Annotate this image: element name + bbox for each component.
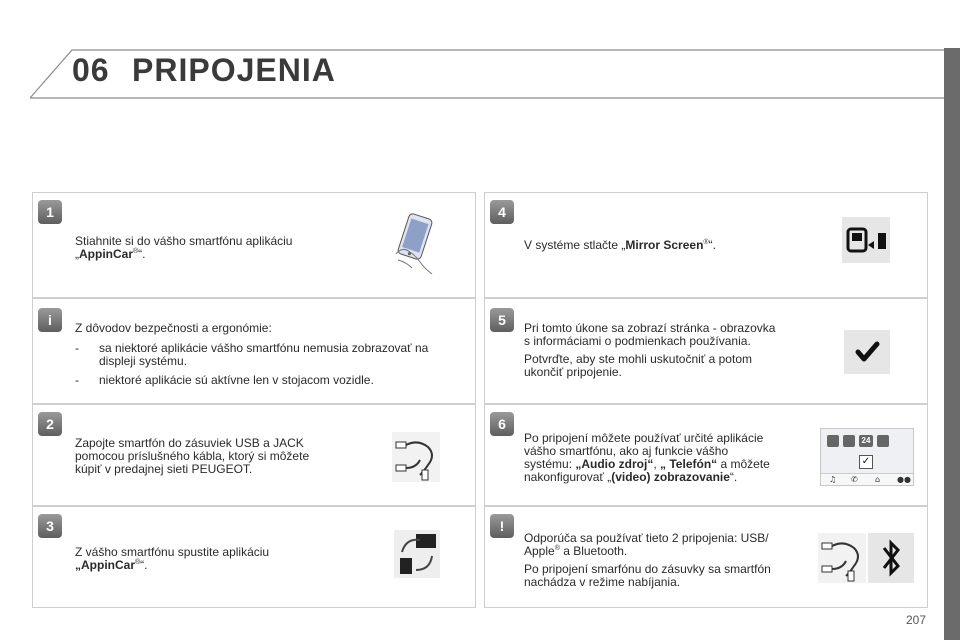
step-5-line1: Pri tomto úkone sa zobrazí stránka - obrazovka <box>524 321 776 335</box>
separator <box>33 404 475 405</box>
screen-check-icon: ✓ <box>859 455 873 469</box>
step-2-line1: Zapojte smartfón do zásuviek USB a JACK <box>75 436 304 450</box>
warning-line4: nachádza v režime nabíjania. <box>524 575 681 589</box>
step-4-badge: 4 <box>490 200 514 224</box>
step-6-line2: vášho smartfónu, ako aj funkcie vášho <box>524 444 729 458</box>
contact-icon <box>843 435 855 447</box>
mirror-screen-label: Mirror Screen <box>625 238 704 252</box>
chapter-title: PRIPOJENIA <box>132 52 336 88</box>
quote-close: “. <box>140 558 148 572</box>
step-6-text <box>524 432 824 484</box>
info-text <box>75 322 465 393</box>
step-6-line4 <box>524 471 824 484</box>
quote-close: “. <box>708 238 716 252</box>
separator <box>33 192 475 193</box>
step-5-line3: Potvrďte, aby ste mohli uskutočniť a potom <box>524 352 752 366</box>
separator <box>485 506 927 507</box>
registered-mark: ® <box>703 239 709 246</box>
usb-jack-cable-icon <box>392 432 440 482</box>
quote-close: “. <box>138 247 146 261</box>
step-3-text <box>75 546 375 572</box>
phone-label: „ Telefón“ <box>660 457 718 471</box>
step-5-line4: ukončiť pripojenie. <box>524 365 622 379</box>
step-2-text <box>75 437 375 476</box>
warning-line3: Po pripojení smarfónu do zásuvky sa smartfón <box>524 562 771 576</box>
registered-mark: ® <box>133 248 139 255</box>
step-5-line2: s informáciami o podmienkach používania. <box>524 334 751 348</box>
checkmark-confirm-icon <box>844 330 890 374</box>
info-bullet-2-line1: niektoré aplikácie sú aktívne len v stojacom vozidle. <box>99 373 374 387</box>
car-icon <box>877 435 889 447</box>
separator <box>485 192 927 193</box>
step-1-text <box>75 235 375 261</box>
music-icon: ♫ <box>829 475 837 484</box>
info-bullet-2 <box>75 374 465 387</box>
step-5-badge: 5 <box>490 308 514 332</box>
step-3-line1: Z vášho smartfónu spustite aplikáciu <box>75 545 270 559</box>
warning-badge: ! <box>490 514 514 538</box>
step-2-line2: pomocou príslušného kábla, ktorý si môžete <box>75 449 310 463</box>
page-number: 207 <box>906 613 927 627</box>
usb-cable-icon <box>818 533 866 583</box>
comma-separator: , <box>653 457 661 471</box>
mirror-screen-app-icon <box>394 530 440 578</box>
step-3-badge: 3 <box>38 514 62 538</box>
system-screen-thumbnail <box>820 428 914 486</box>
info-bullet-1-line1: sa niektoré aplikácie vášho smartfónu nemusia zobrazovať na <box>99 341 429 355</box>
step-4-text <box>524 239 824 252</box>
info-intro: Z dôvodov bezpečnosti a ergonómie: <box>75 321 272 335</box>
audio-source-label: „Audio zdroj“ <box>575 457 654 471</box>
bullet-dash: - <box>75 373 79 387</box>
screen-bottom-bar <box>821 473 913 485</box>
warning-line2 <box>524 545 814 558</box>
step-1-line1: Stiahnite si do vášho smartfónu aplikáciu <box>75 234 293 248</box>
apps-icon: ●● <box>897 475 911 484</box>
step-6-badge: 6 <box>490 412 514 436</box>
chapter-number: 06 <box>72 52 110 88</box>
separator <box>485 404 927 405</box>
clock-24-icon: 24 <box>859 435 873 447</box>
configure-suffix: “. <box>729 470 738 484</box>
app-name: „AppinCar <box>75 558 135 572</box>
app-name: AppinCar <box>79 247 133 261</box>
warning-text <box>524 532 814 589</box>
separator <box>33 298 475 299</box>
video-display-label: (video) zobrazovanie <box>611 470 730 484</box>
step-3-line2 <box>75 559 375 572</box>
configure-prefix: nakonfigurovať „ <box>524 470 612 484</box>
step-2-line3: kúpiť v predajnej sieti PEUGEOT. <box>75 462 253 476</box>
registered-mark: ® <box>554 545 560 552</box>
step-6-line1: Po pripojení môžete používať určité aplikácie <box>524 431 764 445</box>
apple-label: Apple <box>524 544 555 558</box>
registered-mark: ® <box>135 559 141 566</box>
home-icon: ⌂ <box>875 475 881 484</box>
quote-open: „ <box>75 247 79 261</box>
warning-line1: Odporúča sa používať tieto 2 pripojenia: USB/ <box>524 531 769 545</box>
info-bullet-1-line2: displeji systému. <box>99 354 188 368</box>
systems-prefix: systému: <box>524 457 576 471</box>
step-4-prefix: V systéme stlačte „ <box>524 238 626 252</box>
bluetooth-icon <box>868 533 914 583</box>
info-bullet-1 <box>75 342 465 368</box>
bullet-dash: - <box>75 341 79 355</box>
screen-top-icons <box>827 435 911 449</box>
step-1-line2 <box>75 248 375 261</box>
side-tab-bar <box>944 48 960 640</box>
step-5-text <box>524 322 814 379</box>
mirror-screen-button-icon <box>842 217 890 263</box>
info-badge: i <box>38 308 62 332</box>
smartphone-hand-icon <box>388 210 444 276</box>
step-1-badge: 1 <box>38 200 62 224</box>
bluetooth-label: a Bluetooth. <box>559 544 628 558</box>
separator <box>33 506 475 507</box>
separator <box>485 298 927 299</box>
step-2-badge: 2 <box>38 412 62 436</box>
navigation-icon <box>827 435 839 447</box>
systems-suffix: a môžete <box>717 457 770 471</box>
phone-icon: ✆ <box>851 475 858 484</box>
